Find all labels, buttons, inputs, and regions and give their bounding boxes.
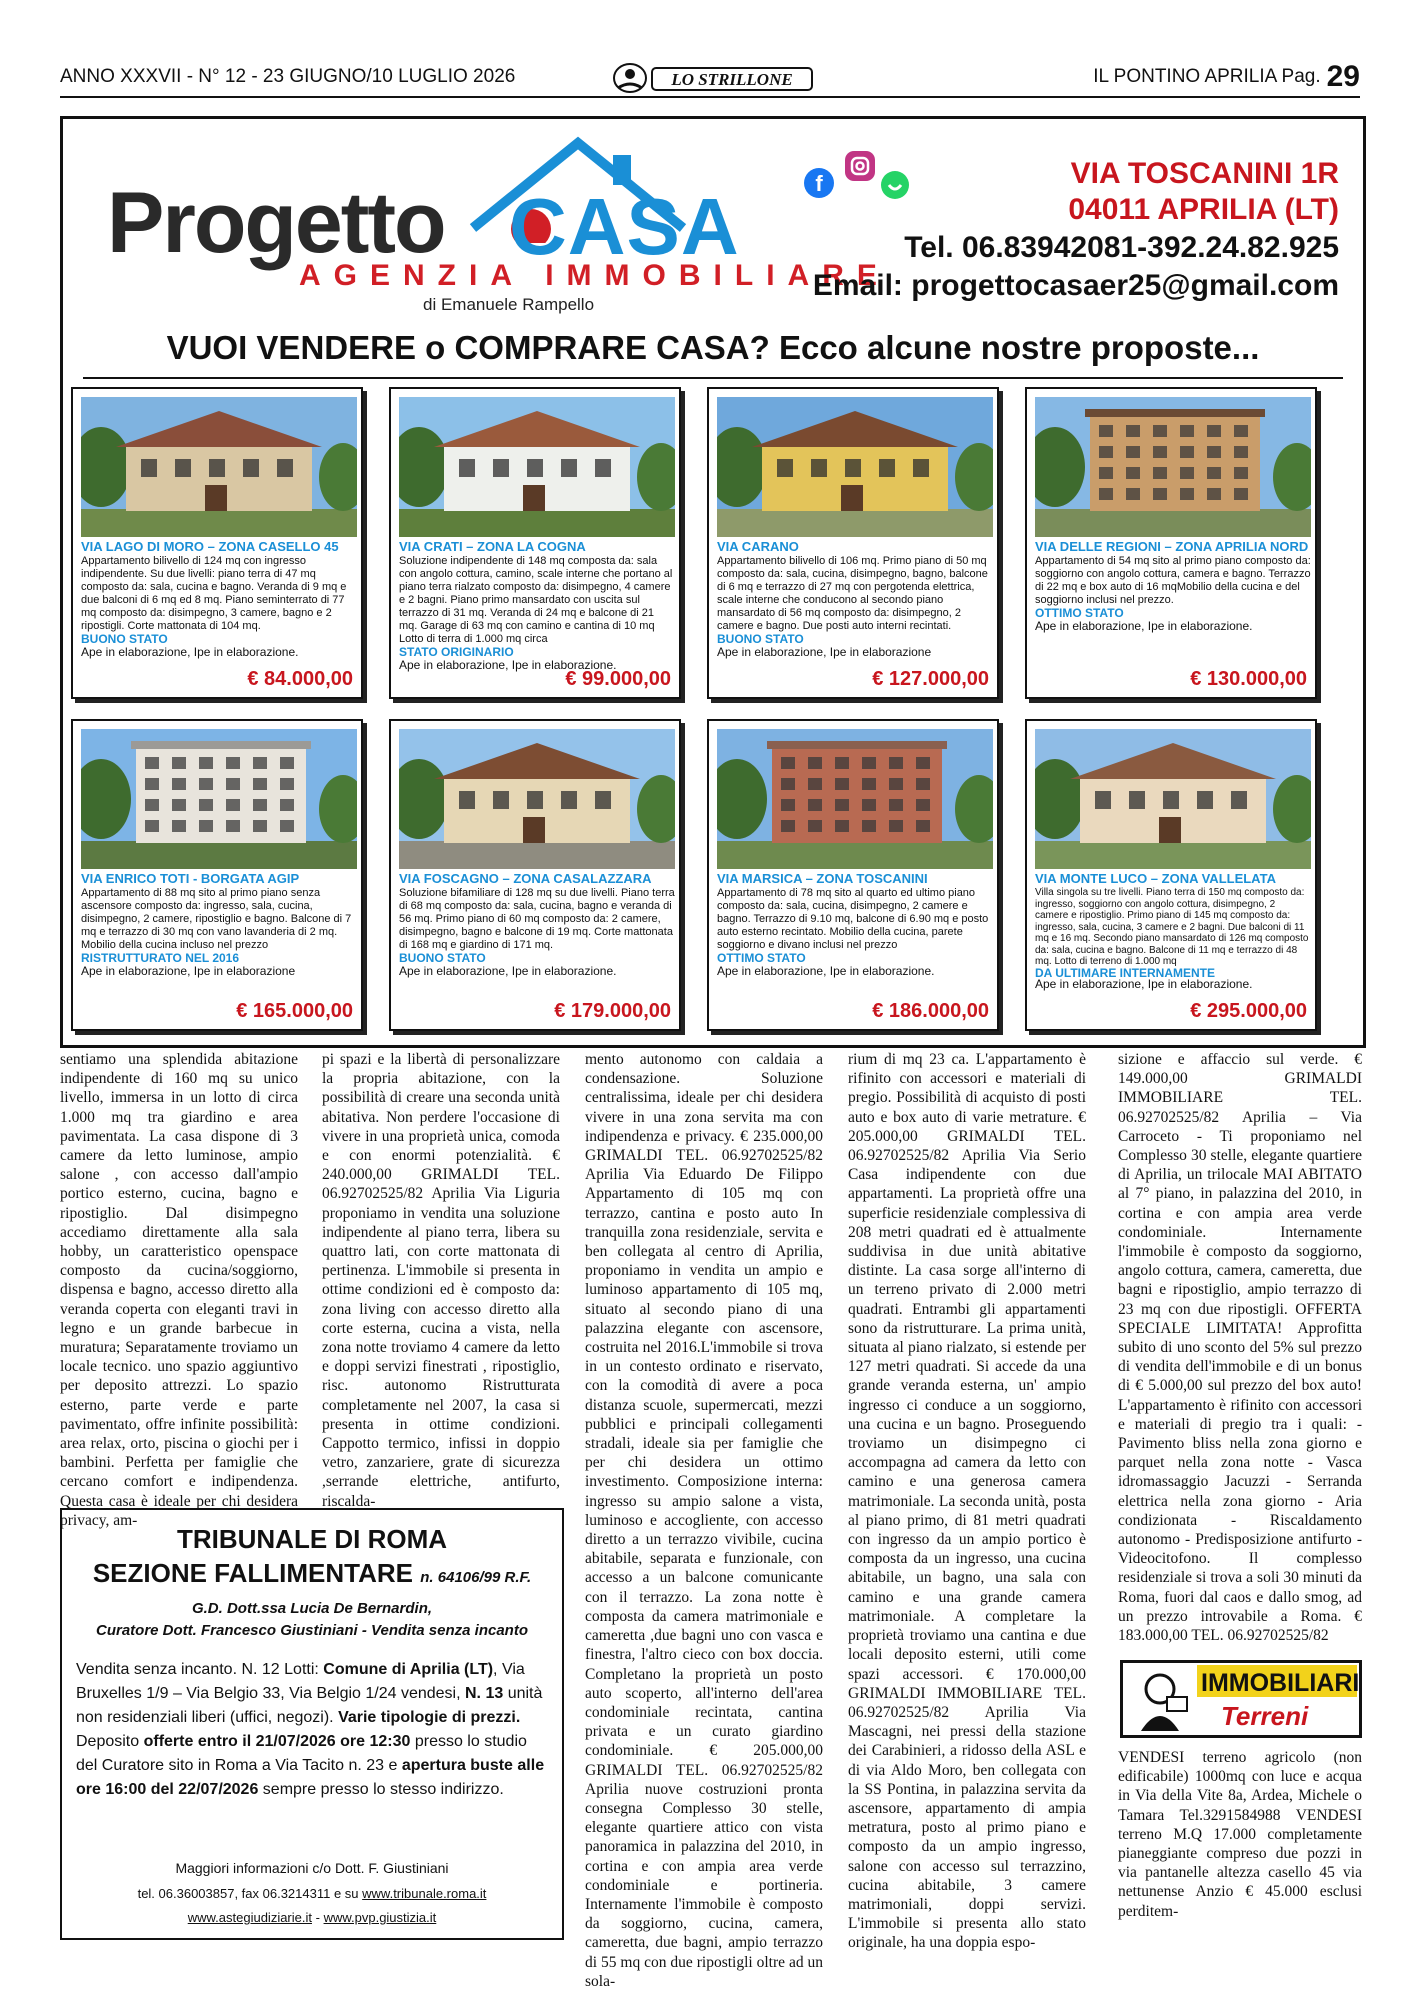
- brand-owner: di Emanuele Rampello: [423, 295, 595, 314]
- paper-name: IL PONTINO APRILIA Pag. 29: [1093, 60, 1360, 93]
- article-column-1: sentiamo una splendida abitazione indipendente di 160 mq su unico livello, immersa in un lotto di circa 1.000 mq tra giardino e area pavimentata. La casa dispone di 3 camere da letto luminose, ampio salone , con accesso dall'ampio portico esterno, cucina, bagno e ripostiglio. Dal disimpegno accediamo direttamente alla sala hobby, un caratteristico openspace composto da cucina/soggiorno, dispensa e bagno, accesso diretto alla veranda coperta con eleganti travi in legno e un grande barbecue in muratura; Separatamente troviamo un locale tecnico. uno spazio aggiuntivo per deposito attrezzi. Lo spazio esterno, parte verde e parte pavimentato, offre infinite possibilità: area relax, orto, piscina o giochi per i bambini. Perfetta per famiglie che cercano comfort e indipendenza. Questa casa è ideale per chi desidera privacy, am-: [60, 1051, 298, 1529]
- listing-card: [71, 719, 363, 1031]
- listing-price: € 186.000,00: [872, 1000, 989, 1022]
- listing-price: € 99.000,00: [565, 668, 671, 690]
- tribunale-title: TRIBUNALE DI ROMA: [176, 1524, 448, 1554]
- listing-title: VIA DELLE REGIONI – ZONA APRILIA NORD: [1035, 539, 1309, 554]
- property-photo: [1035, 729, 1311, 869]
- listing-card: [389, 719, 681, 1031]
- listing-description: Appartamento di 88 mq sito al primo piano senza ascensore composto da: ingresso, sala, cucina, disimpegno, 2 camere, ripostiglio e bagno. Balcone di 7 mq e terrazzo di 30 mq con vano lavanderia di 2 mq. Mobilio della cucina incluso nel prezzo RISTRUTTURATO NEL 2016 Ape in elaborazione, Ipe in elaborazione: [81, 887, 357, 978]
- listing-price: € 127.000,00: [872, 668, 989, 690]
- listing-card: [1025, 719, 1317, 1031]
- sezione-title: SEZIONE FALLIMENTARE n. 64106/99 R.F.: [92, 1558, 532, 1588]
- immobiliari-label: IMMOBILIARI: [1201, 1669, 1360, 1697]
- svg-text:f: f: [815, 171, 823, 196]
- notice-body: Vendita senza incanto. N. 12 Lotti: Comune di Aprilia (LT), Via Bruxelles 1/9 – Via Belgio 33, Via Belgio 1/24 vendesi, N. 13 unità non residenziali liberi (uffici, negozi). Varie tipologie di prezzi. Deposito offerte entro il 21/07/2026 ore 12:30 presso lo studio del Curatore sito in Roma a Via Tacito n. 23 e apertura buste alle ore 16:00 del 22/07/2026 sempre presso lo stesso indirizzo.: [76, 1661, 545, 1798]
- listing-description: Appartamento bilivello di 106 mq. Primo piano di 50 mq composto da: sala, cucina, disimpegno, bagno, balcone di 6 mq e terrazzo di 27 mq con pergotenda elettrica, scale interne che conducono al secondo piano mansardato di 56 mq composto da: disimpegno, 2 camere e bagno. Due posti auto interni recintati. BUONO STATO Ape in elaborazione, Ipe in elaborazione: [717, 555, 993, 659]
- listing-description: Soluzione bifamiliare di 128 mq su due livelli. Piano terra di 68 mq composto da: sala, cucina, bagno e veranda di 56 mq. Primo piano di 60 mq composto da: 2 camere, disimpegno, bagno e balcone di 19 mq. Corte mattonata di 168 mq e giardino di 171 mq. BUONO STATO Ape in elaborazione, Ipe in elaborazione.: [399, 887, 675, 978]
- article-column-5b: VENDESI terreno agricolo (non edificabile) 1000mq con luce e acqua in Via della Vite 8a, Ardea, Michele o Tamara Tel.3291584988 VENDESI terreno M.Q 17.000 completamente pianeggiante compreso due pozzi in via pantanelle altezza casello 45 via nettunense Anzio € 45.000 esclusi perditem-: [1118, 1749, 1362, 1920]
- property-photo: [399, 729, 675, 869]
- phone: Tel. 06.83942081-392.24.82.925: [904, 231, 1339, 264]
- listing-state: OTTIMO STATO: [1035, 606, 1124, 620]
- listing-state: BUONO STATO: [399, 951, 486, 965]
- terreni-label: Terreni: [1221, 1701, 1309, 1731]
- address-line1: VIA TOSCANINI 1R: [1070, 157, 1339, 190]
- property-photo: [399, 397, 675, 537]
- listing-state: OTTIMO STATO: [717, 951, 806, 965]
- brand-agency: AGENZIA IMMOBILIARE: [299, 259, 890, 292]
- brand-progetto: Progetto: [107, 175, 445, 271]
- listing-card: [1025, 387, 1317, 699]
- listing-ape: Ape in elaborazione, Ipe in elaborazione.: [399, 658, 617, 672]
- listing-ape: Ape in elaborazione, Ipe in elaborazione.: [717, 964, 935, 978]
- immobiliari-terreni-box: [1120, 1660, 1362, 1738]
- listing-description: Villa singola su tre livelli. Piano terra di 150 mq composto da: ingresso, soggiorno con angolo cottura, disimpegno, 2 camere e ripostiglio. Primo piano di 145 mq composto da: ingresso, sala, cucina, 3 camere e 2 bagni. Due balconi di 11 mq e 16 mq. Secondo piano mansardato di 126 mq composto da: sala, cucina e bagno. Balcone di 11 mq e terrazzo di 48 mq. Lotto di terreno di 1.000 mq DA ULTIMARE INTERNAMENTE Ape in elaborazione, Ipe in elaborazione.: [1035, 887, 1311, 991]
- listing-card: [389, 387, 681, 699]
- curator-line: Curatore Dott. Francesco Giustiniani - Vendita senza incanto: [95, 1622, 529, 1639]
- property-photo: [717, 729, 993, 869]
- social-icons: [803, 145, 923, 205]
- astegiudiziarie-link[interactable]: www.astegiudiziarie.it: [187, 1910, 312, 1925]
- listing-state: BUONO STATO: [717, 632, 804, 646]
- tribunale-notice: [60, 1508, 564, 1940]
- listing-price: € 84.000,00: [247, 668, 353, 690]
- listing-state: STATO ORIGINARIO: [399, 645, 514, 659]
- listing-card: [71, 387, 363, 699]
- page-number: 29: [1326, 60, 1360, 93]
- lo-strillone-logo: [590, 62, 830, 94]
- ad-slogan: VUOI VENDERE o COMPRARE CASA? Ecco alcune nostre proposte...: [166, 329, 1260, 366]
- property-photo: [717, 397, 993, 537]
- listing-title: VIA CARANO: [717, 539, 799, 554]
- listing-price: € 130.000,00: [1190, 668, 1307, 690]
- listing-price: € 165.000,00: [236, 1000, 353, 1022]
- listing-price: € 295.000,00: [1190, 1000, 1307, 1022]
- listing-description: Soluzione indipendente di 148 mq composta da: sala con angolo cottura, camino, scale interne che portano al piano terra rialzato composto da: disimpegno, 4 camere e 2 bagni. Piano primo mansardato con uscita sul terrazzo di 31 mq. Veranda di 24 mq e balcone di 21 mq. Garage di 63 mq con camino e cantina di 10 mq Lotto di terra di 1.000 mq circa STATO ORIGINARIO Ape in elaborazione, Ipe in elaborazione.: [399, 555, 675, 672]
- property-photo: [1035, 397, 1311, 537]
- listing-description: Appartamento di 54 mq sito al primo piano composto da: soggiorno con angolo cottura, camera e bagno. Terrazzo di 22 mq e box auto di 16 mqMobilio della cucina e del soggiorno inclusi nel prezzo. OTTIMO STATO Ape in elaborazione, Ipe in elaborazione.: [1035, 555, 1311, 633]
- tribunale-link[interactable]: www.tribunale.roma.it: [362, 1886, 487, 1901]
- case-number: n. 64106/99 R.F.: [420, 1569, 532, 1586]
- property-photo: [81, 397, 357, 537]
- listing-state: DA ULTIMARE INTERNAMENTE: [1035, 965, 1215, 980]
- listing-ape: Ape in elaborazione, Ipe in elaborazione: [717, 645, 932, 659]
- article-column-4: rium di mq 23 ca. L'appartamento è rifinito con accessori e materiali di pregio. Possibilità di acquisto di posti auto e box auto di varie metrature. € 205.000,00 GRIMALDI TEL. 06.92702525/82 Aprilia Via Serio Casa indipendente con due appartamenti. La proprietà offre una superficie residenziale complessiva di 208 metri quadrati ed è attualmente suddivisa in due unità abitative distinte. La casa sorge all'interno di un terreno privato di 2.000 metri quadrati. Entrambi gli appartamenti sono da ristrutturare. La prima unità, situata al piano rialzato, si estende per 127 metri quadrati. Si accede da una grande veranda esterna, un' ampio ingresso ci conduce a un soggiorno, una cucina e un bagno. Proseguendo troviamo un disimpegno ci accompagna ad camera da letto con camino e una generosa camera matrimoniale. La seconda unità, posta al piano primo, di 81 metri quadrati con ingresso da un ampio portico è composta da un ingresso, una cucina abitabile, un bagno, una sala con camino e una grande camera matrimoniale. A completare la proprietà troviamo una cantina e due locali deposito esterni, utili come spazi accessori. € 170.000,00 GRIMALDI IMMOBILIARE TEL. 06.92702525/82 Aprilia Via Mascagni, nei pressi della stazione dei Carabinieri, a ridosso della ASL e di via Aldo Moro, ben collegata con la SS Pontina, in palazzina servita da ascensore, appartamento di ampia metratura, posto al primo piano e composto da un ampio ingresso, salone con accesso sul terrazzino, cucina abitabile, 3 camere matrimoniali, doppi servizi. L'immobile si presenta allo stato originale, ha una doppia espo-: [848, 1051, 1086, 1952]
- logo-text: LO STRILLONE: [671, 70, 793, 89]
- contact-line: tel. 06.36003857, fax 06.3214311 e su www.tribunale.roma.it: [137, 1886, 487, 1901]
- listing-ape: Ape in elaborazione, Ipe in elaborazione.: [81, 645, 299, 659]
- listing-description: Appartamento bilivello di 124 mq con ingresso indipendente. Su due livelli: piano terra di 47 mq composto da: sala, cucina e bagno. Veranda di 9 mq e due balconi di 6 mq ed 8 mq. Piano seminterrato di 77 mq composto da: disimpegno, 3 camere, bagno e 2 ripostigli. Corte mattonata di 104 mq. BUONO STATO Ape in elaborazione, Ipe in elaborazione.: [81, 555, 357, 659]
- listing-title: VIA MONTE LUCO – ZONA VALLELATA: [1035, 871, 1276, 886]
- page-header: [60, 60, 1360, 98]
- progetto-casa-ad: [60, 116, 1366, 1048]
- listing-ape: Ape in elaborazione, Ipe in elaborazione.: [1035, 619, 1253, 633]
- instagram-icon: [845, 151, 875, 181]
- listing-title: VIA MARSICA – ZONA TOSCANINI: [717, 871, 928, 886]
- links-line: www.astegiudiziarie.it - www.pvp.giustizia.it: [187, 1910, 437, 1925]
- listing-description: Appartamento di 78 mq sito al quarto ed ultimo piano composto da: sala, cucina, disimpegno, 2 camere e bagno. Terrazzo di 9.10 mq, balcone di 6.90 mq e posto auto esterno recintato. Mobilio della cucina, parete soggiorno e divano inclusi nel prezzo OTTIMO STATO Ape in elaborazione, Ipe in elaborazione.: [717, 887, 993, 978]
- issue-info: ANNO XXXVII - N° 12 - 23 GIUGNO/10 LUGLIO 2026: [60, 66, 516, 87]
- listing-ape: Ape in elaborazione, Ipe in elaborazione.: [1035, 977, 1253, 991]
- article-column-3: mento autonomo con caldaia a condensazione. Soluzione centralissima, ideale per chi desidera vivere in una zona servita ma con indipendenza e privacy. € 235.000,00 GRIMALDI TEL. 06.92702525/82 Aprilia Via Eduardo De Filippo Appartamento di 105 mq con terrazzo, cantina e posto auto In tranquilla zona residenziale, servita e ben collegata al centro di Aprilia, proponiamo in vendita un ampio e luminoso appartamento di 105 mq, situato al secondo piano di una palazzina elegante con ascensore, costruita nel 2016.L'immobile si trova in un contesto ordinato e riservato, con la comodità di avere a poca distanza scuole, supermercati, mezzi pubblici e principali collegamenti stradali, ideale sia per famiglie che per chi desidera un ottimo investimento. Composizione interna: ingresso su ampio salone a vista, luminoso e accogliente, con accesso diretto a un terrazzo vivibile, cucina abitabile, separata e funzionale, con accesso a un balcone comunicante con il terrazzo. La zona notte è composta da camera matrimoniale e cameretta ,due bagni uno con vasca e finestra, l'altro cieco con box doccia. Completano la proprietà un posto auto scoperto, all'interno dell'area condominiale recintata, cantina privata e un curato giardino condominiale. € 205.000,00 GRIMALDI TEL. 06.92702525/82 Aprilia nuove costruzioni pronta consegna Complesso 30 stelle, elegante quartiere attico con vista panoramica in palazzina del 2010, in cortina e con ampia area verde condominiale e portineria. Internamente l'immobile è composto da soggiorno, cucina, camera, cameretta, due bagni, ampio terrazzo di 55 mq con due ripostigli oltre ad un sola-: [585, 1051, 823, 1990]
- listing-title: VIA ENRICO TOTI - BORGATA AGIP: [81, 871, 300, 886]
- article-column-5: sizione e affaccio sul verde. € 149.000,00 GRIMALDI IMMOBILIARE TEL. 06.92702525/82 Aprilia – Via Carroceto - Ti proponiamo nel Complesso 30 stelle, elegante quartiere di Aprilia, un trilocale MAI ABITATO al 7° piano, in palazzina del 2010, in cortina e con ampia area verde condominiale. Internamente l'immobile è composto da soggiorno, angolo cottura, camera, cameretta, due bagni e ripostiglio, ampio terrazzo di 23 mq con due ripostigli. OFFERTA SPECIALE LIMITATA! Approfitta subito di uno sconto del 5% sul prezzo di vendita dell'immobile e di un bonus di € 5.000,00 sul prezzo del box auto! L'appartamento è rifinito con accessori e materiali di pregio tra i quali: - Pavimento bliss nella zona giorno e parquet nella zona notte - Vasca idromassaggio Jacuzzi - Serranda elettrica nella zona giorno - Aria condizionata - Riscaldamento autonomo - Predisposizione antifurto - Videocitofono. Il complesso residenziale si trova a soli 30 minuti da Roma, fuori dal caos e dallo smog, ad un prezzo introvabile a Roma. € 183.000,00 TEL. 06.92702525/82: [1118, 1051, 1362, 1645]
- property-photo: [81, 729, 357, 869]
- listing-ape: Ape in elaborazione, Ipe in elaborazione: [81, 964, 296, 978]
- pvp-link[interactable]: www.pvp.giustizia.it: [323, 1910, 437, 1925]
- newsboy-icon: [1127, 1667, 1193, 1733]
- listing-card: [707, 719, 999, 1031]
- listing-state: RISTRUTTURATO NEL 2016: [81, 951, 240, 965]
- address-line2: 04011 APRILIA (LT): [1068, 193, 1339, 226]
- listing-card: [707, 387, 999, 699]
- listing-title: VIA LAGO DI MORO – ZONA CASELLO 45: [81, 539, 339, 554]
- brand-casa: CASA: [509, 182, 740, 271]
- divider: [83, 377, 1343, 379]
- listing-title: VIA FOSCAGNO – ZONA CASALAZZARA: [399, 871, 652, 886]
- email: Email: progettocasaer25@gmail.com: [812, 269, 1339, 302]
- listing-price: € 179.000,00: [554, 1000, 671, 1022]
- judge-line: G.D. Dott.ssa Lucia De Bernardin,: [191, 1600, 433, 1617]
- info-line: Maggiori informazioni c/o Dott. F. Giustiniani: [175, 1860, 449, 1876]
- listing-ape: Ape in elaborazione, Ipe in elaborazione.: [399, 964, 617, 978]
- whatsapp-icon: [881, 171, 909, 199]
- listing-title: VIA CRATI – ZONA LA COGNA: [399, 539, 586, 554]
- article-column-2: pi spazi e la libertà di personalizzare la propria abitazione, con la possibilità di creare una seconda unità abitativa. Non perdere l'occasione di vivere in una proprietà unica, comoda e con enormi potenzialità. € 240.000,00 GRIMALDI TEL. 06.92702525/82 Aprilia Via Liguria proponiamo in vendita una soluzione indipendente al piano terra, libera su quattro lati, con corte mattonata di pertinenza. L'immobile si presenta in ottime condizioni ed è composto da: zona living con accesso diretto alla corte esterna, cucina a vista, nella zona notte troviamo 4 camere da letto e doppi servizi finestrati , ripostiglio, risc. autonomo Ristrutturata completamente nel 2007, la casa si presenta in ottime condizioni. Cappotto termico, infissi in doppio vetro, zanzariere, grate di sicurezza ,serrande elettriche, antifurto, riscalda-: [322, 1051, 560, 1510]
- facebook-icon: [804, 168, 834, 198]
- listing-state: BUONO STATO: [81, 632, 168, 646]
